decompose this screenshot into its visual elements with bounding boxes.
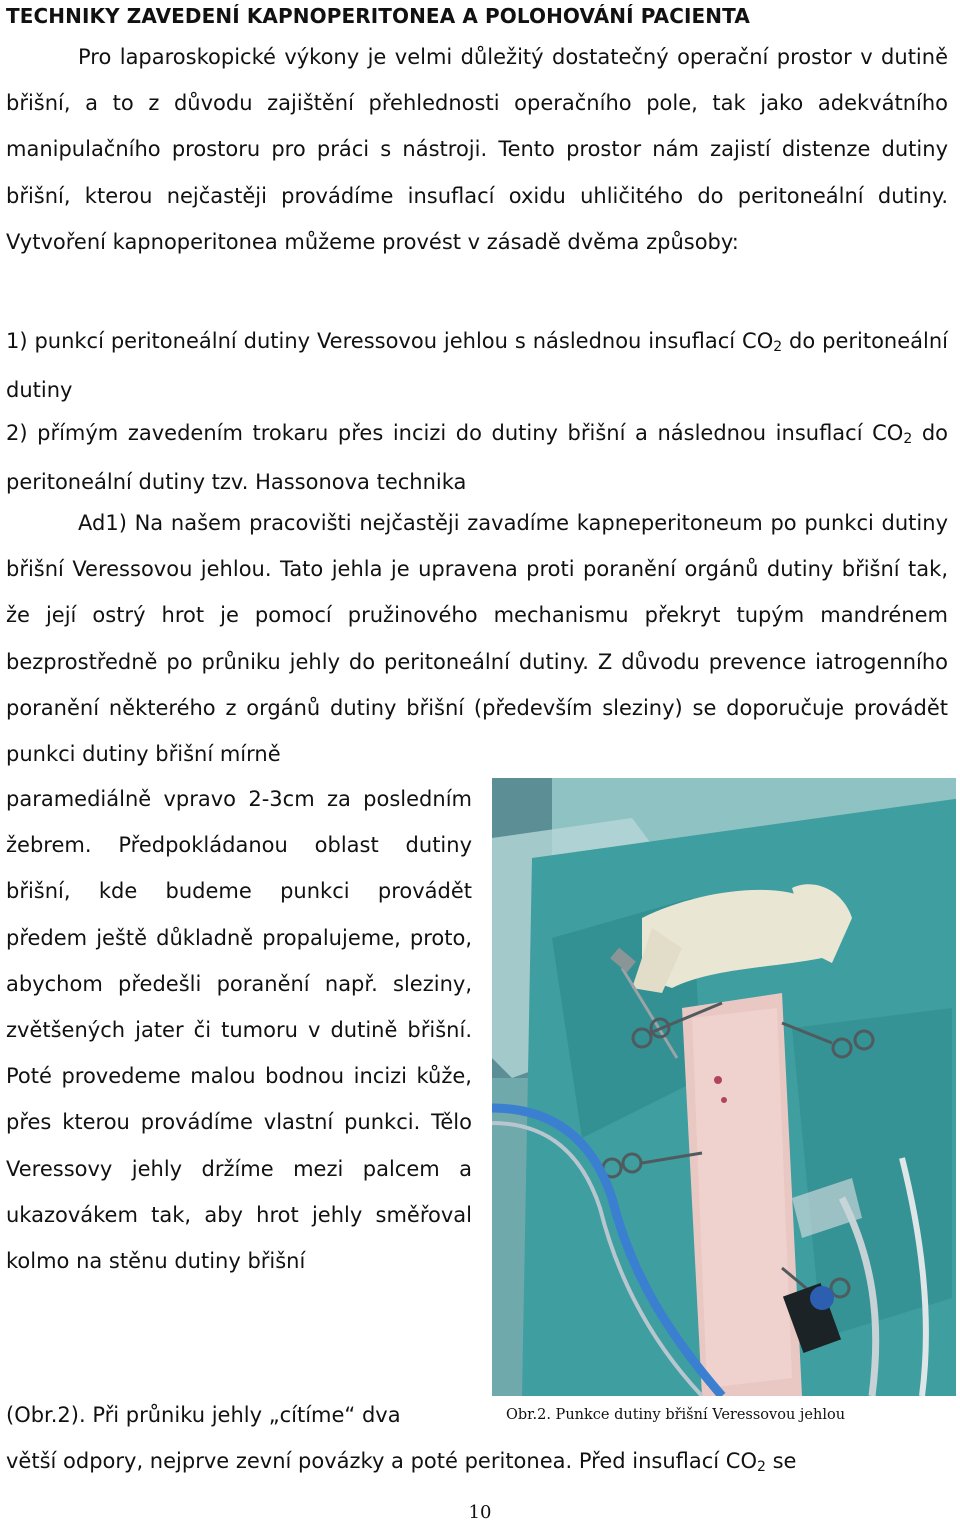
veress-paragraph	[6, 500, 948, 777]
veress-paragraph-tail: (Obr.2). Při průniku jehly „cítíme“ dva	[6, 1403, 401, 1427]
veress-needle-puncture-image	[492, 778, 956, 1396]
list-item-1: 1) punkcí peritoneální dutiny Veressovou jehlou s následnou insuflací $CO_2$ do peritoneální dutiny	[6, 329, 949, 403]
intro-paragraph	[6, 34, 948, 265]
intro-text: Pro laparoskopické výkony je velmi důležitý dostatečný operační prostor v dutině břišní, a to z důvodu zajištění přehlednosti operačního pole, tak jako adekvátního manipulačního prostoru pro práci s nástroji. Tento prostor nám zajistí distenze dutiny břišní, kterou nejčastěji provádíme insuflací oxidu uhličitého do peritoneální dutiny. Vytvoření kapnoperitonea můžeme provést v zásadě dvěma způsoby:	[6, 45, 948, 254]
figure-caption: Obr.2. Punkce dutiny břišní Veressovou jehlou	[506, 1407, 846, 1423]
veress-text: Ad1) Na našem pracovišti nejčastěji zavadíme kapneperitoneum po punkci dutiny břišní Veressovou jehlou. Tato jehla je upravena proti poranění orgánů dutiny břišní tak, že její ostrý hrot je pomocí pružinového mechanismu překryt tupým mandrénem bezprostředně po průniku jehly do peritoneální dutiny. Z důvodu prevence iatrogenního poranění některého z orgánů dutiny břišní (především sleziny) se doporučuje provádět punkci dutiny břišní mírně	[6, 511, 948, 767]
last-line: větší odpory, nejprve zevní povázky a poté peritonea. Před insuflací $CO_2$ se	[6, 1449, 797, 1475]
section-heading: TECHNIKY ZAVEDENÍ KAPNOPERITONEA A POLOHOVÁNÍ PACIENTA	[6, 4, 750, 28]
surgery-photo	[492, 778, 956, 1396]
list-item-2: 2) přímým zavedením trokaru přes incizi do dutiny břišní a následnou insuflací $CO_2$ do peritoneální dutiny tzv. Hassonova technika	[6, 421, 948, 495]
veress-paragraph-wrap: paramediálně vpravo 2-3cm za posledním žebrem. Předpokládanou oblast dutiny břišní, kde budeme punkci provádět předem ještě důkladně propalujeme, proto, abychom předešli poranění např. sleziny, zvětšených jater či tumoru v dutině břišní. Poté provedeme malou bodnou incizi kůže, přes kterou provádíme vlastní punkci. Tělo Veressovy jehly držíme mezi palcem a ukazovákem tak, aby hrot jehly směřoval kolmo na stěnu dutiny břišní	[6, 787, 472, 1274]
page-number: 10	[468, 1502, 492, 1523]
